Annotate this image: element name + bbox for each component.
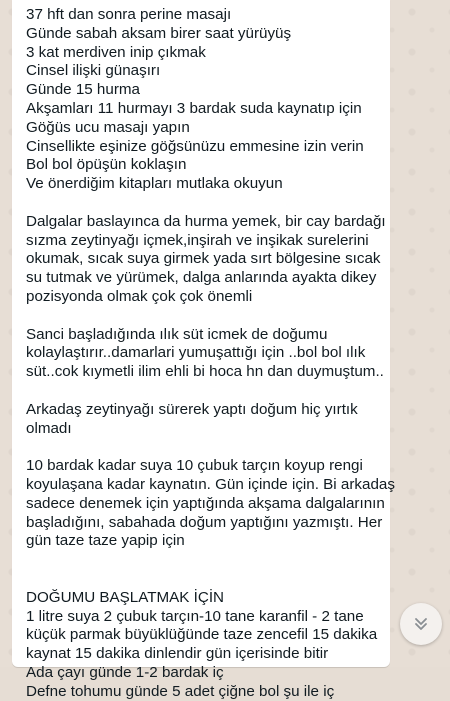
message-line: pozisyonda olmak çok çok önemli <box>26 287 253 305</box>
message-line: süt..cok kıymetli ilim ehli bi hoca hn dan duymuştum.. <box>26 363 384 381</box>
message-line: Ve önerdiğim kitapları mutlaka okuyun <box>26 175 283 193</box>
message-line: kaynat 15 dakika dinlendir gün içerisinde bitir <box>26 645 329 663</box>
chevrons-down-icon <box>411 614 431 634</box>
message-line: okumak, sıcak suya girmek yada sırt bölgesine sıcak <box>26 250 381 268</box>
message-bubble[interactable] <box>12 0 395 700</box>
message-line: Akşamları 11 hurmayı 3 bardak suda kaynatıp için <box>26 99 362 117</box>
message-line: Günde sabah aksam birer saat yürüyüş <box>26 24 292 42</box>
message-line: küçük parmak büyüklüğünde taze zencefil 15 dakika <box>26 626 378 644</box>
message-line: sızma zeytinyağı içmek,inşirah ve inşikak surelerini <box>26 231 369 249</box>
message-line: başladığını, sabahada doğum yaptığını yazmıştı. Her <box>26 513 383 531</box>
message-line: Ada çayı günde 1-2 bardak iç <box>26 663 224 681</box>
message-text <box>26 6 395 701</box>
message-line: DOĞUMU BAŞLATMAK İÇİN <box>26 588 225 606</box>
message-line: Cinsellikte eşinize göğsünüzu emmesine izin verin <box>26 137 364 155</box>
message-line: olmadı <box>26 419 72 437</box>
message-line: 10 bardak kadar suya 10 çubuk tarçın koyup rengi <box>26 457 363 475</box>
message-line: Bol bol öpüşün koklaşın <box>26 156 187 174</box>
message-line: koyulaşana kadar kaynatın. Gün içinde için. Bi arkadaş <box>26 475 395 493</box>
paragraph-gap <box>26 382 388 401</box>
message-line: su tutmak ve yürümek, dalga anlarında ayakta dikey <box>26 269 377 287</box>
message-line: Sanci başladığında ılık süt icmek de doğumu <box>26 325 328 343</box>
message-line: Defne tohumu günde 5 adet çiğne bol şu ile iç <box>26 682 335 700</box>
paragraph-gap <box>26 438 388 457</box>
paragraph-gap <box>26 551 388 570</box>
message-line: sadece denemek için yaptığında akşama dalgalarının <box>26 494 385 512</box>
message-line: Arkadaş zeytinyağı sürerek yaptı doğum hiç yırtık <box>26 400 358 418</box>
paragraph-gap <box>26 307 388 326</box>
paragraph-gap <box>26 570 388 589</box>
message-line: Göğüs ucu masajı yapın <box>26 118 190 136</box>
message-line: Günde 15 hurma <box>26 81 140 99</box>
message-line: kolaylaştırır..damarlari yumuşattığı için ..bol bol ılık <box>26 344 366 362</box>
message-line: 37 hft dan sonra perine masajı <box>26 6 232 23</box>
message-line: 1 litre suya 2 çubuk tarçın-10 tane karanfil - 2 tane <box>26 607 364 625</box>
scroll-to-bottom-button[interactable] <box>400 603 442 645</box>
message-line: Cinsel ilişki günaşırı <box>26 62 161 80</box>
paragraph-gap <box>26 194 388 213</box>
message-line: Dalgalar baslayınca da hurma yemek, bir cay bardağı <box>26 212 386 230</box>
message-line: 3 kat merdiven inip çıkmak <box>26 43 206 61</box>
message-line: gün taze taze yapip için <box>26 532 185 550</box>
